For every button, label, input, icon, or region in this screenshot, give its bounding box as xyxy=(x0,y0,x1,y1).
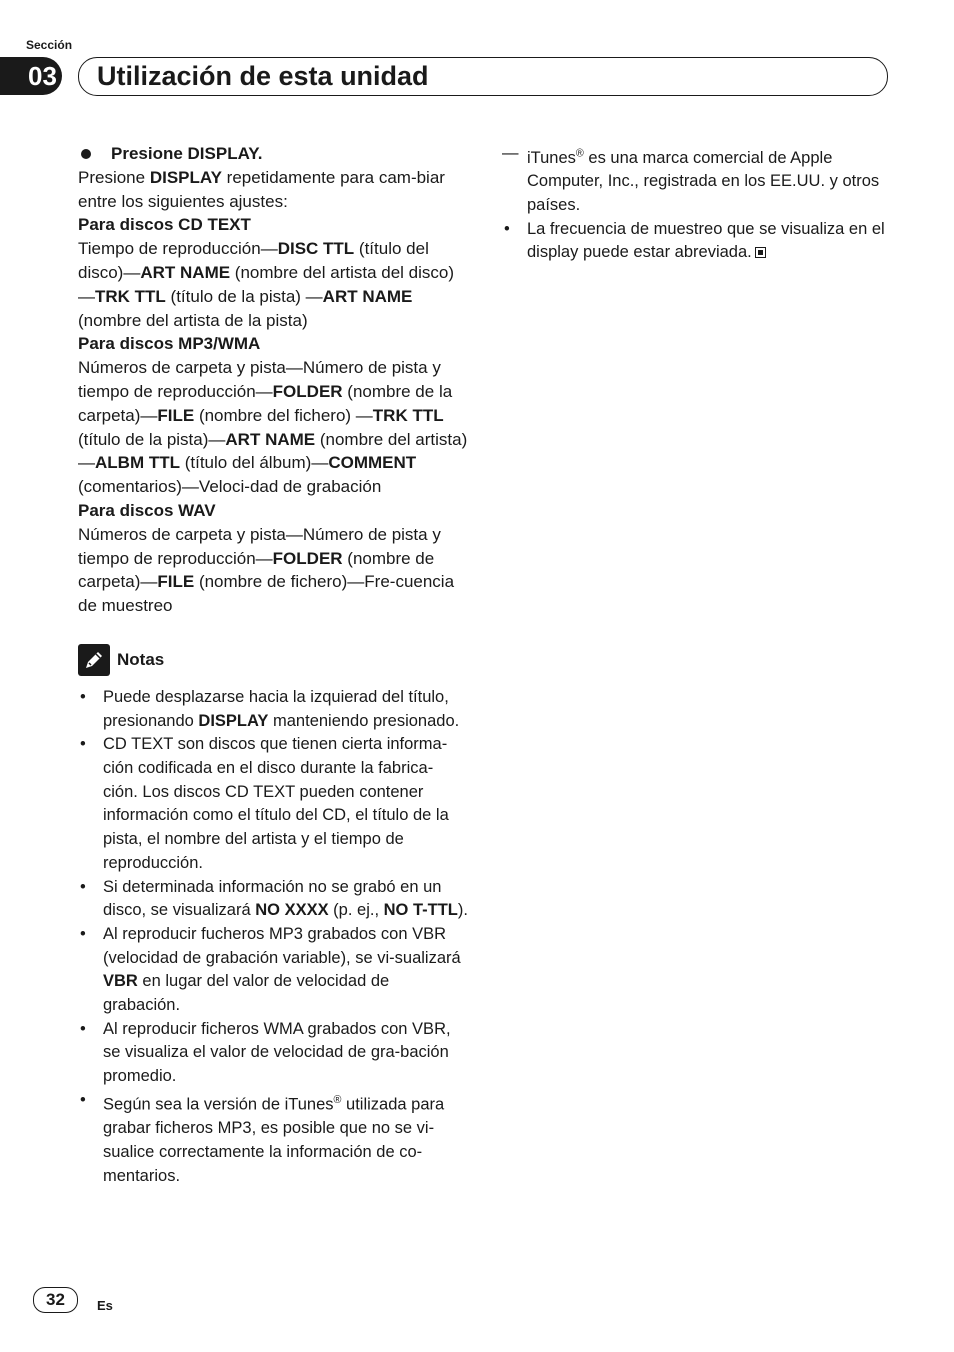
left-column xyxy=(78,142,468,1188)
section-label: Sección xyxy=(26,38,73,52)
page-number: 32 xyxy=(33,1287,78,1313)
mp3-body: Números de carpeta y pista—Número de pista y tiempo de reproducción—FOLDER (nombre de la carpeta)—FILE (nombre del fichero) —TRK TTL (título de la pista)—ART NAME (nombre del artista)—ALBM TTL (título del álbum)—COMMENT (comentarios)—Veloci-dad de grabación xyxy=(78,358,468,497)
note-item: • Puede desplazarse hacia la izquierad del título, presionando DISPLAY manteniendo presionado. xyxy=(78,686,468,733)
note-item: • Al reproducir ficheros WMA grabados con VBR, se visualiza el valor de velocidad de gra-bación promedio. xyxy=(78,1018,468,1089)
step-bullet-icon xyxy=(81,149,91,159)
section-number-badge: 03 xyxy=(0,57,62,95)
step-body: Presione DISPLAY repetidamente para cam-biar entre los siguientes ajustes: xyxy=(78,167,445,211)
step-heading xyxy=(78,142,468,166)
note-item: • Según sea la versión de iTunes® utilizada para grabar ficheros MP3, es posible que no se vi-sualice correctamente la información de co-mentarios. xyxy=(78,1089,468,1188)
notes-list xyxy=(78,686,468,1188)
note-item: • Si determinada información no se grabó en un disco, se visualizará NO XXXX (p. ej., NO T-TTL). xyxy=(78,876,468,923)
notes-header xyxy=(78,644,468,676)
itunes-trademark-text: iTunes® es una marca comercial de Apple Computer, Inc., registrada en los EE.UU. y otros países. xyxy=(527,147,880,214)
pencil-note-icon xyxy=(78,644,110,676)
page-title: Utilización de esta unidad xyxy=(97,61,429,91)
wav-body: Números de carpeta y pista—Número de pista y tiempo de reproducción—FOLDER (nombre de carpeta)—FILE (nombre de fichero)—Fre-cuencia de muestreo xyxy=(78,524,455,616)
wav-heading: Para discos WAV xyxy=(78,500,216,520)
note-item: • Al reproducir fucheros MP3 grabados con VBR (velocidad de grabación variable), se vi-sualizará VBR en lugar del valor de velocidad de grabación. xyxy=(78,923,468,1018)
itunes-trademark-note xyxy=(502,142,892,218)
section-end-icon xyxy=(755,247,766,258)
note-item: • CD TEXT son discos que tienen cierta informa-ción codificada en el disco durante la fabrica-ción. Los discos CD TEXT pueden contener información como el título del CD, el título de la pista, el nombre del artista y el tiempo de reproducción. xyxy=(78,733,468,875)
mp3-heading: Para discos MP3/WMA xyxy=(78,334,261,354)
dash-marker: — xyxy=(502,144,519,162)
cd-text-heading: Para discos CD TEXT xyxy=(78,215,251,235)
right-column xyxy=(502,142,892,265)
notes-label: Notas xyxy=(117,650,165,670)
step-heading-text: Presione DISPLAY. xyxy=(111,144,263,163)
language-code: Es xyxy=(97,1298,113,1313)
cd-text-body: Tiempo de reproducción—DISC TTL (título del disco)—ART NAME (nombre del artista del disco)—TRK TTL (título de la pista) —ART NAME (nombre del artista de la pista) xyxy=(78,239,455,330)
sampling-rate-text: La frecuencia de muestreo que se visualiza en el display puede estar abreviada. xyxy=(527,219,885,262)
sampling-rate-note xyxy=(502,218,892,265)
